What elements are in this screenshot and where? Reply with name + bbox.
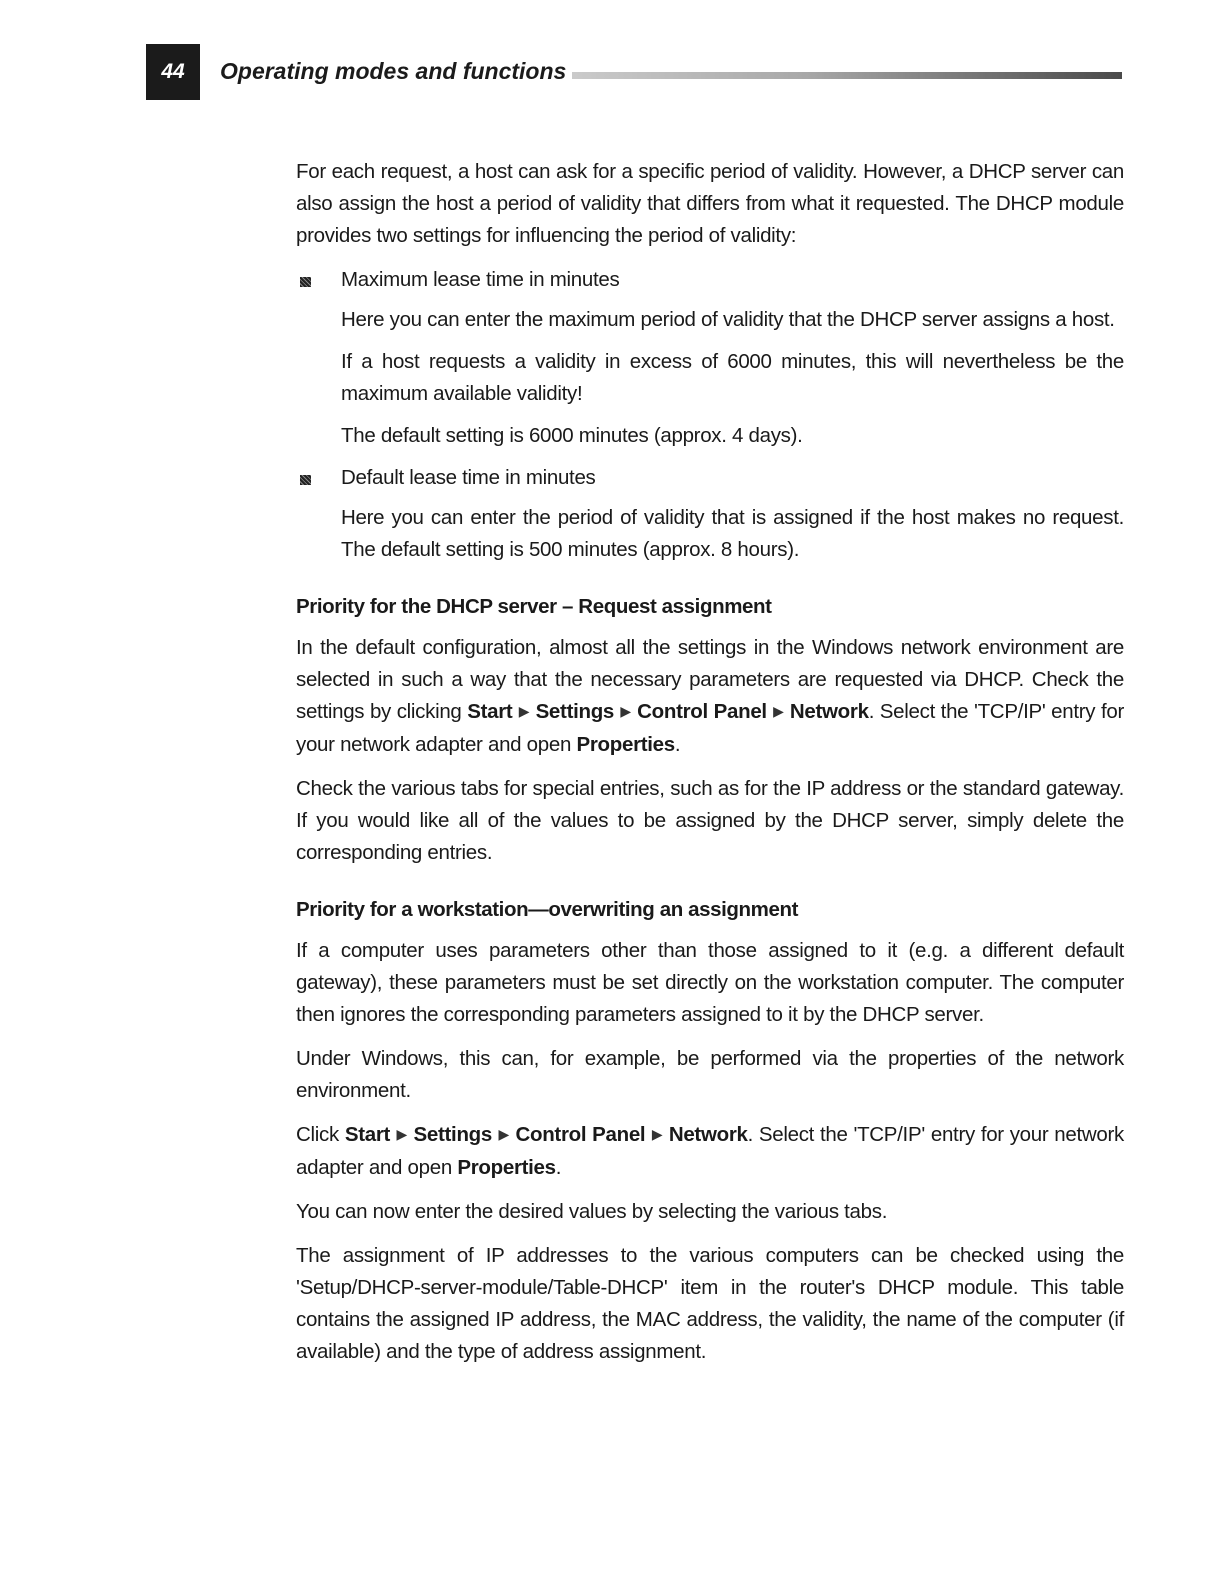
section2-paragraph-1: If a computer uses parameters other than those assigned to it (e.g. a different default gateway), these parameters must be set directly on the workstation computer. The computer then ignores the corresponding parameters assigned to it by the DHCP server. <box>296 939 1124 1026</box>
section2-paragraph-4: You can now enter the desired values by selecting the various tabs. <box>296 1200 888 1223</box>
text: . Select the 'TCP/IP' entry for your network adapter and open <box>296 1123 1124 1179</box>
section-heading-workstation-priority: Priority for a workstation—overwriting an assignment <box>296 898 799 921</box>
arrow-right-icon: ▶ <box>518 703 530 719</box>
section2-paragraph-2: Under Windows, this can, for example, be performed via the properties of the network environment. <box>296 1047 1124 1102</box>
bullet-paragraph: If a host requests a validity in excess of 6000 minutes, this will nevertheless be the maximum available validity! <box>341 350 1124 405</box>
text: In the default configuration, almost all the settings in the Windows network environment are selected in such a way that the necessary parameters are requested via DHCP. Check the settings by clicking <box>296 636 1124 723</box>
text: Click <box>296 1123 339 1146</box>
menu-settings: Settings <box>413 1123 492 1146</box>
text: . <box>555 1156 562 1179</box>
menu-network: Network <box>668 1123 748 1146</box>
arrow-right-icon: ▶ <box>396 1126 408 1142</box>
menu-start: Start <box>344 1123 391 1146</box>
text: . <box>674 733 681 756</box>
bullet-paragraph: Here you can enter the period of validity that is assigned if the host makes no request. The default setting is 500 minutes (approx. 8 hours). <box>341 506 1124 561</box>
menu-control-panel: Control Panel <box>515 1123 646 1146</box>
bullet-square-icon <box>300 277 311 287</box>
menu-start: Start <box>467 700 513 723</box>
bullet-title: Default lease time in minutes <box>341 466 596 489</box>
bullet-title: Maximum lease time in minutes <box>341 268 620 291</box>
section-heading-dhcp-priority: Priority for the DHCP server – Request assignment <box>296 595 772 618</box>
text: . Select the 'TCP/IP' entry for your network adapter and open <box>296 700 1124 756</box>
properties-label: Properties <box>457 1156 556 1179</box>
menu-settings: Settings <box>535 700 615 723</box>
bullet-max-lease <box>296 264 1124 452</box>
page-body <box>296 156 1124 1380</box>
menu-control-panel: Control Panel <box>637 700 767 723</box>
section2-paragraph-5: The assignment of IP addresses to the various computers can be checked using the 'Setup/DHCP-server-module/Table-DHCP' item in the router's DHCP module. This table contains the assigned IP address, the MAC address, the validity, the name of the computer (if available) and the type of address assignment. <box>296 1244 1124 1363</box>
section1-paragraph-1 <box>296 632 1124 761</box>
section1-paragraph-2: Check the various tabs for special entries, such as for the IP address or the standard gateway. If you would like all of the values to be assigned by the DHCP server, simply delete the corresponding entries. <box>296 777 1124 864</box>
properties-label: Properties <box>576 733 675 756</box>
arrow-right-icon: ▶ <box>620 703 632 719</box>
bullet-paragraph: Here you can enter the maximum period of validity that the DHCP server assigns a host. <box>341 308 1115 331</box>
menu-network: Network <box>789 700 869 723</box>
bullet-square-icon <box>300 475 311 485</box>
arrow-right-icon: ▶ <box>498 1126 510 1142</box>
intro-paragraph: For each request, a host can ask for a specific period of validity. However, a DHCP server can also assign the host a period of validity that differs from what it requested. The DHCP module provides two settings for influencing the period of validity: <box>296 160 1124 247</box>
page-header <box>146 44 1126 100</box>
arrow-right-icon: ▶ <box>651 1126 663 1142</box>
page-number: 44 <box>146 44 200 100</box>
bullet-default-lease <box>296 462 1124 566</box>
chapter-title: Operating modes and functions <box>220 58 572 85</box>
section2-paragraph-3 <box>296 1119 1124 1184</box>
bullet-paragraph: The default setting is 6000 minutes (approx. 4 days). <box>341 424 803 447</box>
arrow-right-icon: ▶ <box>772 703 784 719</box>
